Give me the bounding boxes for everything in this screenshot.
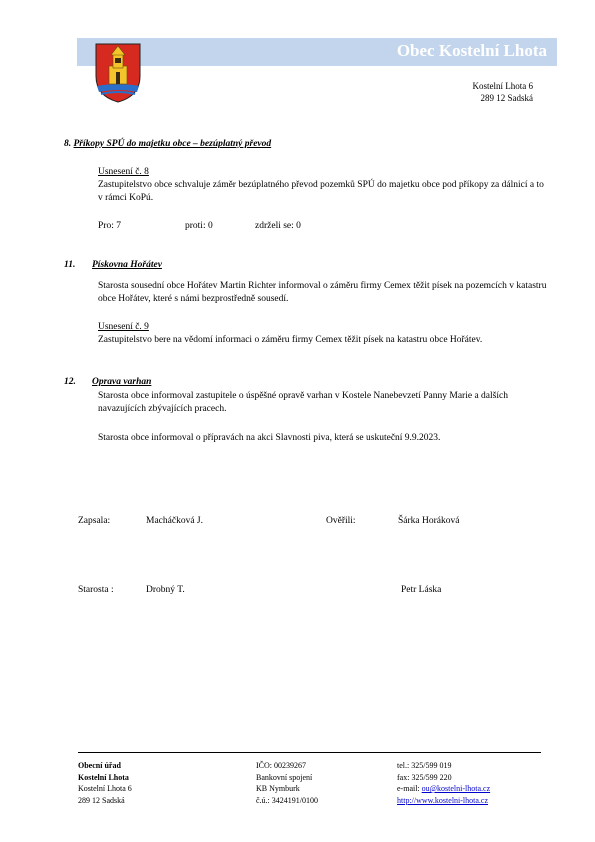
vote-abstain: zdrželi se: 0: [255, 221, 301, 231]
section-11-text: Starosta sousední obce Hořátev Martin Richter informoval o záměru firmy Cemex těžit písek na pozemcích v katastru obce Hořátev, které s námi bezprostředně sousedí.: [98, 281, 547, 304]
section-8-title: Příkopy SPÚ do majetku obce – bezúplatný převod: [73, 139, 272, 149]
footer-office: [78, 760, 132, 806]
section-12-text-2: Starosta obce informoval o přípravách na akci Slavnosti piva, která se uskuteční 9.9.2023.: [98, 433, 441, 443]
verified-by-label: Ověřili:: [326, 516, 356, 526]
recorded-by-name: Macháčková J.: [146, 516, 203, 526]
header-address: [473, 80, 534, 104]
footer-ico: IČO: 00239267: [256, 761, 306, 770]
section-11-heading: [64, 260, 162, 270]
resolution-9-label: Usnesení č. 9: [98, 322, 149, 332]
coat-of-arms-icon: [93, 42, 143, 104]
footer-contact: [397, 760, 490, 806]
recorded-by-label: Zapsala:: [78, 516, 111, 526]
mayor-label: Starosta :: [78, 585, 114, 595]
header-bar: [77, 38, 557, 66]
footer-email-label: e-mail:: [397, 784, 420, 793]
footer-bank: [256, 760, 318, 806]
section-8-heading: [64, 139, 271, 149]
verified-by-name: Šárka Horáková: [398, 516, 460, 526]
footer-office-town: Kostelní Lhota: [78, 772, 129, 782]
section-8-number: 8.: [64, 139, 72, 149]
municipality-title: Obec Kostelní Lhota: [396, 41, 547, 60]
footer-web-link[interactable]: http://www.kostelni-lhota.cz: [397, 795, 489, 805]
section-12-number: 12.: [64, 377, 76, 387]
address-line-1: Kostelní Lhota 6: [472, 81, 533, 91]
vote-against: proti: 0: [185, 221, 213, 231]
footer-account: č.ú.: 3424191/0100: [256, 795, 318, 805]
resolution-8-text: Zastupitelstvo obce schvaluje záměr bezúplatného převod pozemků SPÚ do majetku obce pod příkopy za dálnicí a to v rámci KoPú.: [98, 180, 544, 203]
section-11-number: 11.: [64, 260, 76, 270]
second-signatory-name: Petr Láska: [401, 585, 442, 595]
footer-divider: [78, 752, 541, 753]
footer-office-street: Kostelní Lhota 6: [78, 784, 132, 793]
footer-fax: fax: 325/599 220: [397, 772, 452, 782]
footer-office-zip: 289 12 Sadská: [78, 795, 125, 805]
footer-tel: tel.: 325/599 019: [397, 761, 452, 770]
footer-email-row: [397, 783, 490, 795]
resolution-8-label: Usnesení č. 8: [98, 167, 149, 177]
section-12-heading: [64, 377, 151, 387]
mayor-name: Drobný T.: [146, 585, 185, 595]
vote-for: Pro: 7: [98, 221, 121, 231]
footer-bank-name: KB Nymburk: [256, 784, 300, 793]
resolution-9-text: Zastupitelstvo bere na vědomí informaci o záměru firmy Cemex těžit písek na katastru obce Hořátev.: [98, 335, 483, 345]
footer-email-link[interactable]: ou@kostelni-lhota.cz: [421, 784, 491, 793]
footer-office-name: Obecní úřad: [78, 761, 121, 770]
section-12-text-1: Starosta obce informoval zastupitele o úspěšné opravě varhan v Kostele Nanebevzetí Panny Marie a dalších navazujících zbývajících pracech.: [98, 391, 508, 414]
address-line-2: 289 12 Sadská: [480, 93, 533, 103]
section-11-title: Pískovna Hořátev: [92, 260, 162, 270]
footer-bank-label: Bankovní spojení: [256, 772, 313, 782]
section-12-title: Oprava varhan: [92, 377, 152, 387]
